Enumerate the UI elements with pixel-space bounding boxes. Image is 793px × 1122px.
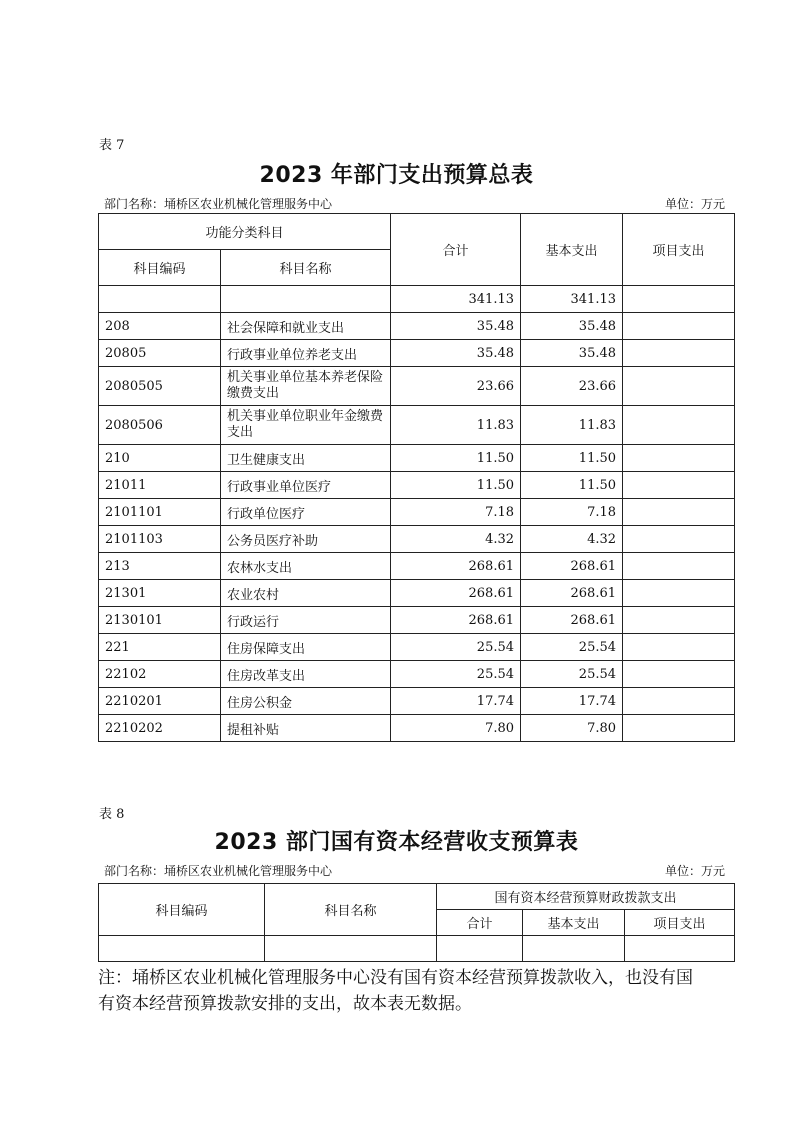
total-cell: 341.13 xyxy=(391,286,521,313)
subject-name-cell: 公务员医疗补助 xyxy=(221,526,391,553)
total-cell: 25.54 xyxy=(391,634,521,661)
state-capital-budget-table xyxy=(98,883,735,962)
total-cell: 11.83 xyxy=(391,406,521,445)
basic-expenditure-cell: 268.61 xyxy=(521,607,623,634)
project-expenditure-cell xyxy=(623,661,735,688)
subject-name-cell: 农林水支出 xyxy=(221,553,391,580)
table-row xyxy=(99,634,735,661)
basic-expenditure-cell: 25.54 xyxy=(521,661,623,688)
basic-expenditure-cell: 7.80 xyxy=(521,715,623,742)
basic-expenditure-cell: 11.83 xyxy=(521,406,623,445)
project-expenditure-cell xyxy=(623,286,735,313)
table-row xyxy=(99,688,735,715)
subject-code-cell xyxy=(99,286,221,313)
total-cell: 4.32 xyxy=(391,526,521,553)
t8-empty-row xyxy=(99,936,735,962)
subject-name-cell: 住房公积金 xyxy=(221,688,391,715)
total-cell: 268.61 xyxy=(391,553,521,580)
header-project-expenditure: 项目支出 xyxy=(623,214,735,286)
subject-code-cell: 2080506 xyxy=(99,406,221,445)
t8-header-total: 合计 xyxy=(437,910,523,936)
basic-expenditure-cell: 11.50 xyxy=(521,445,623,472)
basic-expenditure-cell: 11.50 xyxy=(521,472,623,499)
table7-unit: 单位：万元 xyxy=(664,197,725,211)
table8-note: 注：埇桥区农业机械化管理服务中心没有国有资本经营预算拨款收入，也没有国有资本经营预算拨款安排的支出，故本表无数据。 xyxy=(98,968,693,1014)
subject-code-cell: 2210201 xyxy=(99,688,221,715)
t8-header-subject-name: 科目名称 xyxy=(265,884,437,936)
project-expenditure-cell xyxy=(623,553,735,580)
total-cell: 35.48 xyxy=(391,340,521,367)
total-cell: 11.50 xyxy=(391,445,521,472)
header-total: 合计 xyxy=(391,214,521,286)
project-expenditure-cell xyxy=(623,526,735,553)
basic-expenditure-cell: 341.13 xyxy=(521,286,623,313)
total-cell: 11.50 xyxy=(391,472,521,499)
table-row xyxy=(99,526,735,553)
basic-expenditure-cell: 4.32 xyxy=(521,526,623,553)
project-expenditure-cell xyxy=(623,607,735,634)
subject-code-cell: 2210202 xyxy=(99,715,221,742)
basic-expenditure-cell: 7.18 xyxy=(521,499,623,526)
subject-name-cell: 行政事业单位养老支出 xyxy=(221,340,391,367)
subject-name-cell: 农业农村 xyxy=(221,580,391,607)
project-expenditure-cell xyxy=(623,472,735,499)
basic-expenditure-cell: 35.48 xyxy=(521,313,623,340)
basic-expenditure-cell: 17.74 xyxy=(521,688,623,715)
basic-expenditure-cell: 25.54 xyxy=(521,634,623,661)
header-subject-code: 科目编码 xyxy=(99,250,221,286)
total-cell: 268.61 xyxy=(391,607,521,634)
basic-expenditure-cell: 268.61 xyxy=(521,553,623,580)
project-expenditure-cell xyxy=(623,715,735,742)
t8-cell xyxy=(99,936,265,962)
t8-cell xyxy=(625,936,735,962)
total-cell: 7.80 xyxy=(391,715,521,742)
total-cell: 268.61 xyxy=(391,580,521,607)
subject-name-cell: 机关事业单位基本养老保险缴费支出 xyxy=(221,367,391,406)
subject-code-cell: 2080505 xyxy=(99,367,221,406)
table-row xyxy=(99,286,735,313)
subject-code-cell: 221 xyxy=(99,634,221,661)
table-row xyxy=(99,607,735,634)
subject-code-cell: 21011 xyxy=(99,472,221,499)
basic-expenditure-cell: 35.48 xyxy=(521,340,623,367)
project-expenditure-cell xyxy=(623,313,735,340)
total-cell: 17.74 xyxy=(391,688,521,715)
basic-expenditure-cell: 23.66 xyxy=(521,367,623,406)
subject-code-cell: 210 xyxy=(99,445,221,472)
table-row xyxy=(99,445,735,472)
table-row xyxy=(99,406,735,445)
t8-cell xyxy=(437,936,523,962)
t8-header-project-expenditure: 项目支出 xyxy=(625,910,735,936)
project-expenditure-cell xyxy=(623,688,735,715)
table-row xyxy=(99,580,735,607)
t8-header-capital-expenditure: 国有资本经营预算财政拨款支出 xyxy=(437,884,735,910)
table-row xyxy=(99,499,735,526)
table-row xyxy=(99,313,735,340)
project-expenditure-cell xyxy=(623,634,735,661)
budget-expenditure-table xyxy=(98,213,735,742)
subject-name-cell xyxy=(221,286,391,313)
subject-name-cell: 社会保障和就业支出 xyxy=(221,313,391,340)
total-cell: 7.18 xyxy=(391,499,521,526)
header-function-category: 功能分类科目 xyxy=(99,214,391,250)
t8-cell xyxy=(523,936,625,962)
subject-name-cell: 提租补贴 xyxy=(221,715,391,742)
subject-name-cell: 住房保障支出 xyxy=(221,634,391,661)
subject-name-cell: 行政事业单位医疗 xyxy=(221,472,391,499)
table-row xyxy=(99,472,735,499)
table-row xyxy=(99,340,735,367)
project-expenditure-cell xyxy=(623,367,735,406)
basic-expenditure-cell: 268.61 xyxy=(521,580,623,607)
subject-code-cell: 2101103 xyxy=(99,526,221,553)
table-row xyxy=(99,715,735,742)
t8-header-subject-code: 科目编码 xyxy=(99,884,265,936)
subject-name-cell: 住房改革支出 xyxy=(221,661,391,688)
subject-code-cell: 2101101 xyxy=(99,499,221,526)
table8-unit: 单位：万元 xyxy=(664,864,725,878)
subject-code-cell: 213 xyxy=(99,553,221,580)
subject-code-cell: 2130101 xyxy=(99,607,221,634)
subject-code-cell: 208 xyxy=(99,313,221,340)
subject-code-cell: 21301 xyxy=(99,580,221,607)
table8-label: 表 8 xyxy=(99,807,125,822)
subject-name-cell: 行政单位医疗 xyxy=(221,499,391,526)
project-expenditure-cell xyxy=(623,445,735,472)
project-expenditure-cell xyxy=(623,580,735,607)
subject-code-cell: 22102 xyxy=(99,661,221,688)
header-basic-expenditure: 基本支出 xyxy=(521,214,623,286)
table7-dept-name: 部门名称：埇桥区农业机械化管理服务中心 xyxy=(104,197,333,211)
header-subject-name: 科目名称 xyxy=(221,250,391,286)
total-cell: 25.54 xyxy=(391,661,521,688)
table7-label: 表 7 xyxy=(99,138,125,153)
table8-title: 2023 部门国有资本经营收支预算表 xyxy=(214,830,579,855)
table-row xyxy=(99,661,735,688)
subject-name-cell: 行政运行 xyxy=(221,607,391,634)
project-expenditure-cell xyxy=(623,406,735,445)
total-cell: 23.66 xyxy=(391,367,521,406)
t8-header-basic-expenditure: 基本支出 xyxy=(523,910,625,936)
subject-name-cell: 机关事业单位职业年金缴费支出 xyxy=(221,406,391,445)
table7-title: 2023 年部门支出预算总表 xyxy=(259,163,534,188)
project-expenditure-cell xyxy=(623,340,735,367)
table-row xyxy=(99,553,735,580)
table-row xyxy=(99,367,735,406)
project-expenditure-cell xyxy=(623,499,735,526)
t8-cell xyxy=(265,936,437,962)
total-cell: 35.48 xyxy=(391,313,521,340)
subject-code-cell: 20805 xyxy=(99,340,221,367)
subject-name-cell: 卫生健康支出 xyxy=(221,445,391,472)
table8-dept-name: 部门名称：埇桥区农业机械化管理服务中心 xyxy=(104,864,333,878)
